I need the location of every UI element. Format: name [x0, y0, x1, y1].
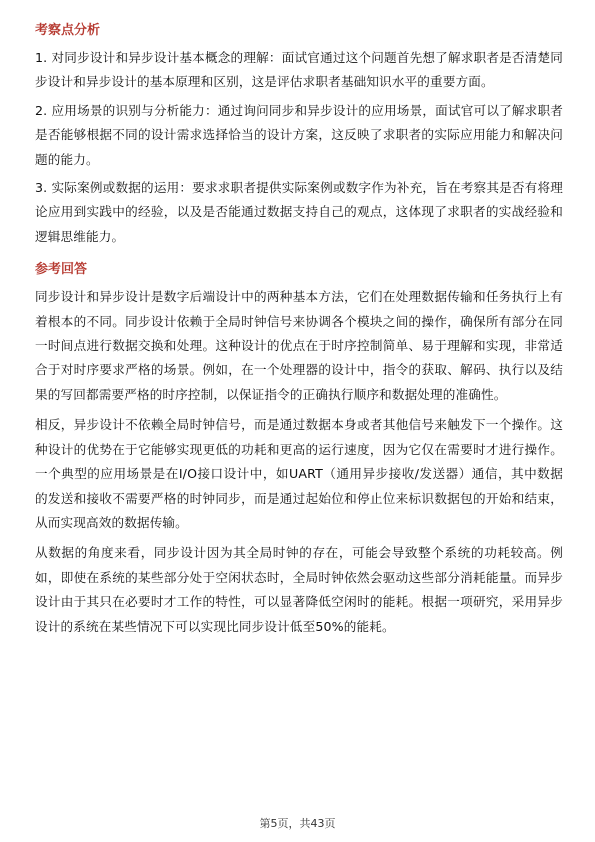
answer-paragraph-1: 同步设计和异步设计是数字后端设计中的两种基本方法，它们在处理数据传输和任务执行上有着根本的不同。同步设计依赖于全局时钟信号来协调各个模块之间的操作，确保所有部分在同一时间点进行数据交换和处理。这种设计的优点在于时序控制简单、易于理解和实现，非常适合于对时序要求严格的场景。例如，在一个处理器的设计中，指令的获取、解码、执行以及结果的写回都需要严格的时序控制，以保证指令的正确执行顺序和数据处理的准确性。 [35, 289, 563, 402]
analysis-item-3: 3. 实际案例或数据的运用：要求求职者提供实际案例或数字作为补充，旨在考察其是否有将理论应用到实践中的经验，以及是否能通过数据支持自己的观点，这体现了求职者的实战经验和逻辑思维能力。 [35, 180, 563, 244]
page-number: 第5页，共43页 [259, 817, 336, 830]
answer-paragraph-2: 相反，异步设计不依赖全局时钟信号，而是通过数据本身或者其他信号来触发下一个操作。这种设计的优势在于它能够实现更低的功耗和更高的运行速度，因为它仅在需要时才进行操作。一个典型的应用场景是在I/O接口设计中，如UART（通用异步接收/发送器）通信，其中数据的发送和接收不需要严格的时钟同步，而是通过起始位和停止位来标识数据包的开始和结束，从而实现高效的数据传输。 [35, 417, 563, 530]
section-title-analysis: 考察点分析 [35, 23, 101, 38]
analysis-item-2: 2. 应用场景的识别与分析能力：通过询问同步和异步设计的应用场景，面试官可以了解求职者是否能够根据不同的设计需求选择恰当的设计方案，这反映了求职者的实际应用能力和解决问题的能力。 [35, 102, 563, 167]
document-body [35, 22, 563, 645]
answer-paragraph-3: 从数据的角度来看，同步设计因为其全局时钟的存在，可能会导致整个系统的功耗较高。例如，即使在系统的某些部分处于空闲状态时，全局时钟依然会驱动这些部分消耗能量。而异步设计由于其只在必要时才工作的特性，可以显著降低空闲时的能耗。根据一项研究，采用异步设计的系统在某些情况下可以实现比同步设计低至50%的能耗。 [35, 545, 563, 634]
section-title-answer: 参考回答 [35, 262, 88, 278]
analysis-item-1: 1. 对同步设计和异步设计基本概念的理解：面试官通过这个问题首先想了解求职者是否清楚同步设计和异步设计的基本原理和区别，这是评估求职者基础知识水平的重要方面。 [35, 50, 563, 90]
